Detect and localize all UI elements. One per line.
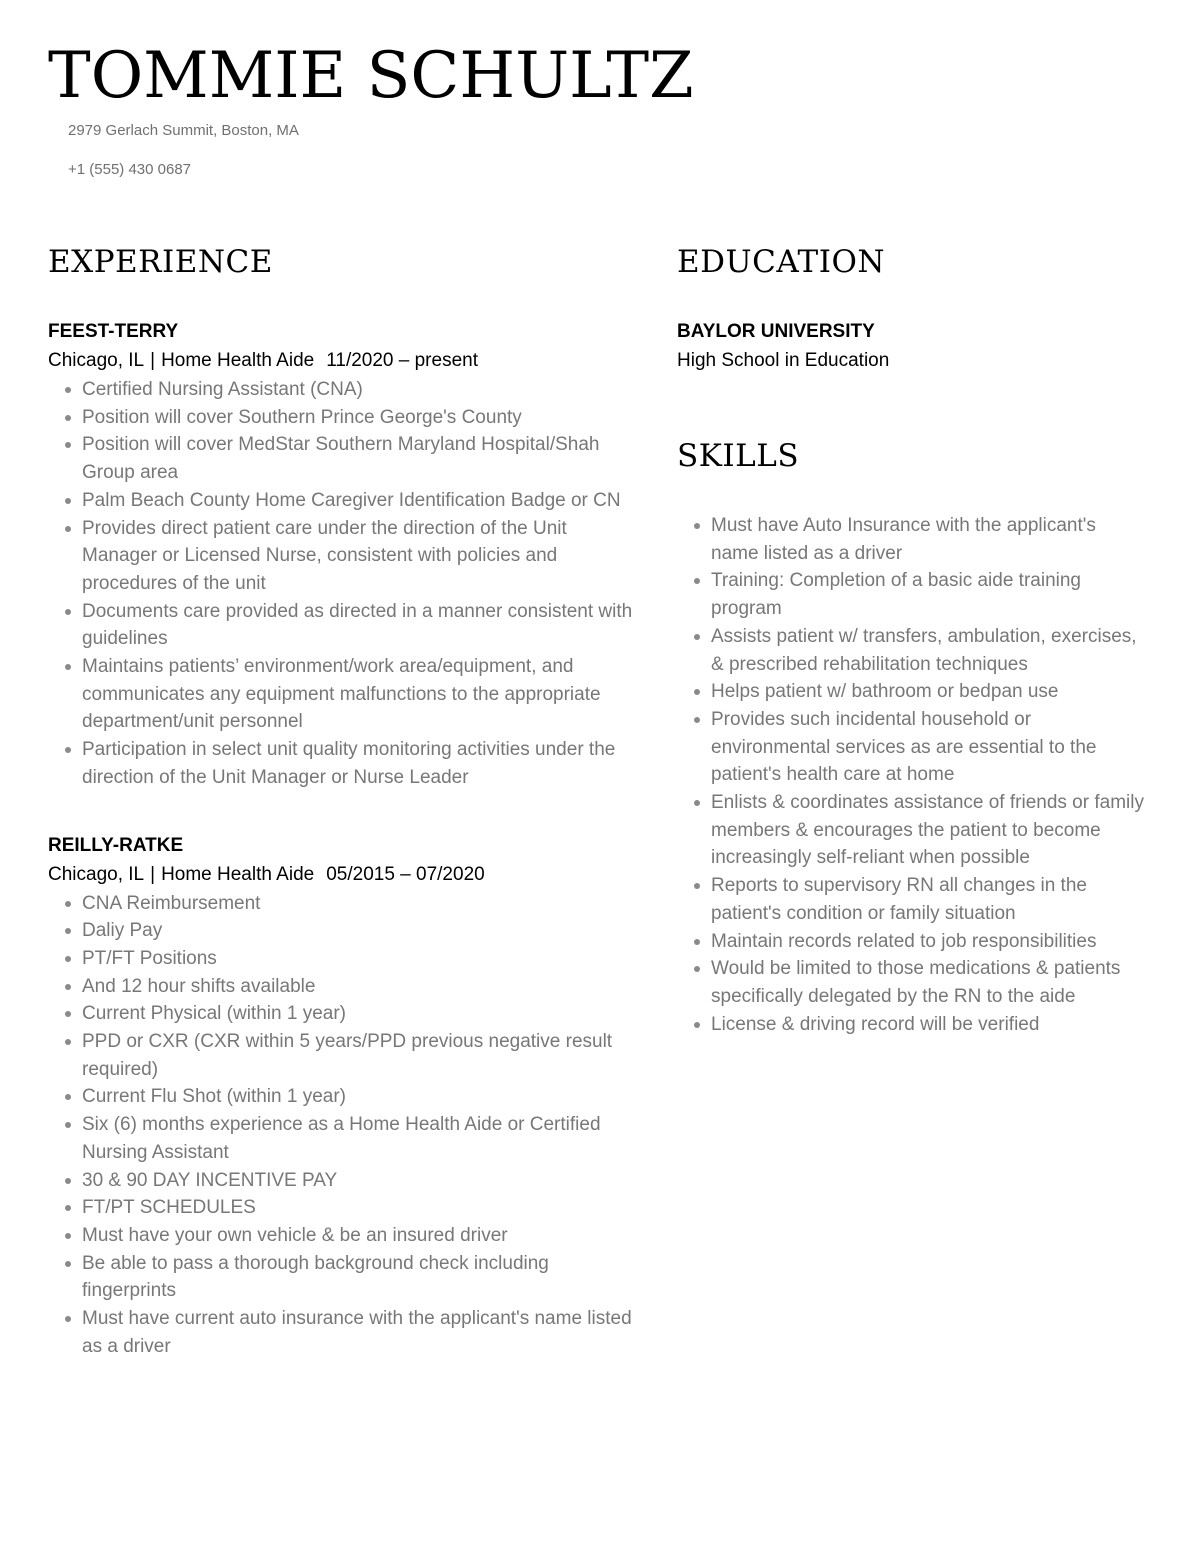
list-item: PT/FT Positions [82, 945, 638, 973]
list-item: Training: Completion of a basic aide training program [711, 567, 1147, 622]
list-item: Certified Nursing Assistant (CNA) [82, 376, 638, 404]
education-section [677, 240, 1147, 376]
education-school: BAYLOR UNIVERSITY [677, 321, 875, 342]
job-separator: | [150, 863, 156, 885]
skills-title: SKILLS [677, 438, 800, 474]
list-item: Six (6) months experience as a Home Health Aide or Certified Nursing Assistant [82, 1111, 638, 1166]
list-item: Maintains patients’ environment/work area/equipment, and communicates any equipment malfunctions to the appropriate department/unit personnel [82, 653, 638, 736]
job-bullets [48, 376, 638, 792]
education-degree: High School in Education [677, 350, 890, 371]
list-item: Position will cover Southern Prince George's County [82, 404, 638, 432]
job-bullets [48, 890, 638, 1361]
job-entry [48, 832, 638, 1361]
job-dates: 05/2015 – 07/2020 [326, 863, 485, 885]
job-role: Home Health Aide [161, 350, 315, 371]
list-item: Must have your own vehicle & be an insured driver [82, 1222, 638, 1250]
list-item: Be able to pass a thorough background check including fingerprints [82, 1250, 638, 1305]
list-item: License & driving record will be verified [711, 1011, 1147, 1039]
list-item: Daliy Pay [82, 917, 638, 945]
job-details [48, 346, 638, 376]
list-item: Position will cover MedStar Southern Maryland Hospital/Shah Group area [82, 431, 638, 486]
job-details [48, 860, 638, 890]
list-item: Palm Beach County Home Caregiver Identification Badge or CN [82, 487, 638, 515]
list-item: 30 & 90 DAY INCENTIVE PAY [82, 1167, 638, 1195]
list-item: Participation in select unit quality monitoring activities under the direction of the Unit Manager or Nurse Leader [82, 736, 638, 791]
job-separator: | [150, 350, 156, 371]
list-item: And 12 hour shifts available [82, 973, 638, 1001]
list-item: Assists patient w/ transfers, ambulation, exercises, & prescribed rehabilitation techniques [711, 623, 1147, 678]
job-company: FEEST-TERRY [48, 321, 179, 342]
experience-title: EXPERIENCE [48, 244, 273, 280]
list-item: Reports to supervisory RN all changes in the patient's condition or family situation [711, 872, 1147, 927]
job-dates: 11/2020 – present [326, 350, 478, 371]
list-item: Enlists & coordinates assistance of friends or family members & encourages the patient to become increasingly self-reliant when possible [711, 789, 1147, 872]
list-item: Must have current auto insurance with the applicant's name listed as a driver [82, 1305, 638, 1360]
job-role: Home Health Aide [161, 863, 315, 885]
list-item: Documents care provided as directed in a manner consistent with guidelines [82, 598, 638, 653]
contact-address: 2979 Gerlach Summit, Boston, MA [68, 122, 299, 139]
list-item: FT/PT SCHEDULES [82, 1194, 638, 1222]
education-title: EDUCATION [677, 244, 885, 280]
list-item: Helps patient w/ bathroom or bedpan use [711, 678, 1147, 706]
list-item: Current Physical (within 1 year) [82, 1000, 638, 1028]
skills-section [677, 434, 1147, 1038]
list-item: Provides direct patient care under the direction of the Unit Manager or Licensed Nurse, consistent with policies and procedures of the unit [82, 515, 638, 598]
list-item: Maintain records related to job responsibilities [711, 928, 1147, 956]
right-column [677, 240, 1147, 1038]
candidate-name: TOMMIE SCHULTZ [48, 39, 694, 113]
experience-section [48, 240, 638, 1361]
list-item: Provides such incidental household or environmental services as are essential to the patient's health care at home [711, 706, 1147, 789]
contact-phone: +1 (555) 430 0687 [68, 161, 192, 178]
list-item: Would be limited to those medications & patients specifically delegated by the RN to the aide [711, 955, 1147, 1010]
job-company: REILLY-RATKE [48, 834, 184, 856]
list-item: Must have Auto Insurance with the applicant's name listed as a driver [711, 512, 1147, 567]
job-entry [48, 318, 638, 792]
list-item: PPD or CXR (CXR within 5 years/PPD previous negative result required) [82, 1028, 638, 1083]
skills-list [677, 512, 1147, 1038]
job-location: Chicago, IL [48, 350, 145, 371]
list-item: CNA Reimbursement [82, 890, 638, 918]
list-item: Current Flu Shot (within 1 year) [82, 1083, 638, 1111]
job-location: Chicago, IL [48, 863, 145, 885]
